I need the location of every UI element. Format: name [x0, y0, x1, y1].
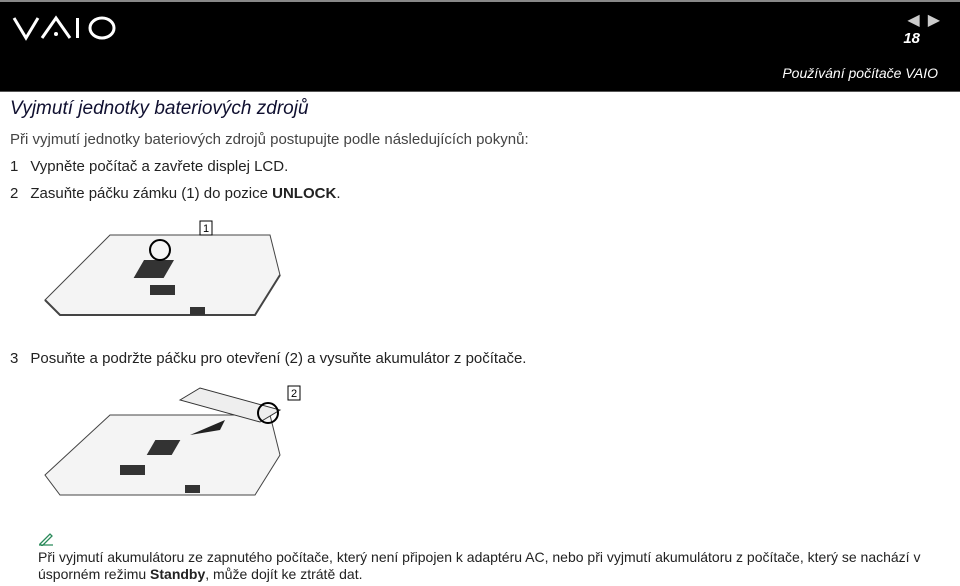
note-part: , může dojít ke ztrátě dat.: [205, 566, 363, 582]
callout-1: 1: [203, 223, 210, 235]
standby-label: Standby: [150, 566, 206, 582]
intro-text: Při vyjmutí jednotky bateriových zdrojů postupujte podle následujících pokynů:: [10, 131, 529, 148]
step-number: 2: [10, 185, 19, 202]
vaio-logo: [12, 12, 122, 44]
step-number: 3: [10, 350, 19, 367]
step-text: Vypněte počítač a zavřete displej LCD.: [30, 158, 289, 175]
note-text: [38, 549, 938, 583]
header-bar: [0, 0, 960, 92]
unlock-label: UNLOCK: [272, 185, 337, 202]
pencil-note-icon: [38, 532, 54, 546]
step-1: [10, 158, 288, 175]
step-text: Zasuňte páčku zámku (1) do pozice: [30, 185, 273, 202]
prev-page-button[interactable]: ◀: [907, 12, 920, 29]
note-part: Při vyjmutí akumulátoru ze zapnutého počítače, který není připojen k adaptéru AC, nebo při vyjmutí akumulátoru z počítače, který se nachází v úsporném režimu: [38, 549, 921, 582]
punct: .: [336, 185, 341, 202]
step-number: 1: [10, 158, 19, 175]
callout-2: 2: [291, 388, 298, 400]
laptop-bottom-illustration-1: [40, 215, 300, 325]
section-title: Používání počítače VAIO: [782, 65, 938, 81]
step-2: [10, 185, 340, 202]
page-number: 18: [903, 30, 920, 47]
page-title: Vyjmutí jednotky bateriových zdrojů: [10, 98, 309, 119]
step-3: [10, 350, 526, 367]
next-page-button[interactable]: ▶: [927, 12, 940, 29]
step-text: Posuňte a podržte páčku pro otevření (2) a vysuňte akumulátor z počítače.: [30, 350, 527, 367]
laptop-bottom-illustration-2: [40, 380, 320, 500]
